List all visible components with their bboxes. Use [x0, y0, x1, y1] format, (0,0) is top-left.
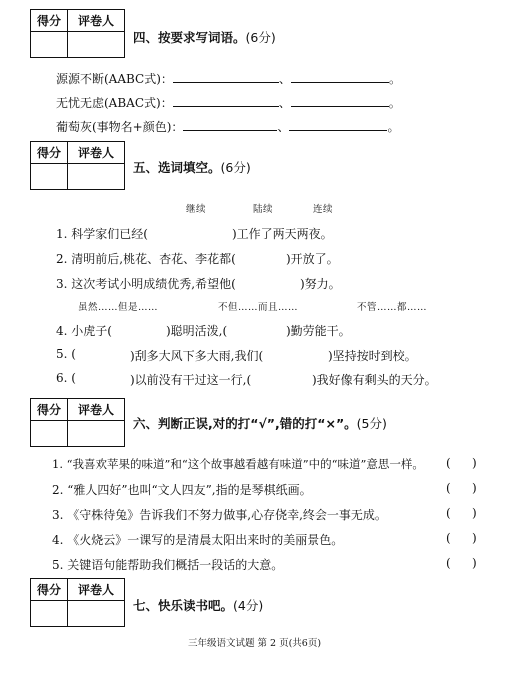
- answer-blank[interactable]: [173, 95, 279, 107]
- score-label: 得分: [31, 10, 68, 32]
- sec5-q6-c: )我好像有剩头的天分。: [312, 373, 437, 387]
- section5-points: (6分): [220, 160, 251, 175]
- section4-heading: [133, 28, 276, 46]
- grader-label: 评卷人: [68, 399, 124, 421]
- judge-item-3: 3. 《守株待兔》告诉我们不努力做事,心存侥幸,终会一事无成。: [52, 508, 387, 522]
- sec5-q2-b: )开放了。: [286, 252, 339, 266]
- score-label: 得分: [31, 142, 68, 164]
- answer-blank[interactable]: [183, 119, 277, 131]
- section5-heading: [133, 158, 251, 176]
- sec5-q4-b: )聪明活泼,(: [166, 324, 228, 338]
- judge-answer-1-close[interactable]: ): [472, 456, 477, 470]
- grader-cell[interactable]: [68, 32, 124, 57]
- score-box-7: [30, 578, 125, 627]
- section7-title: 七、快乐读书吧。: [133, 598, 234, 613]
- sec5-q1-a: 1. 科学家们已经(: [56, 227, 148, 241]
- judge-answer-3-close[interactable]: ): [472, 506, 477, 520]
- judge-item-4: 4. 《火烧云》一课写的是清晨太阳出来时的美丽景色。: [52, 533, 344, 547]
- sec5-q2-a: 2. 清明前后,桃花、杏花、李花都(: [56, 252, 236, 266]
- judge-item-1: 1. “我喜欢苹果的味道”和“这个故事越看越有味道”中的“味道”意思一样。: [52, 457, 424, 471]
- grader-cell[interactable]: [68, 164, 124, 189]
- score-box-6: [30, 398, 125, 447]
- grader-label: 评卷人: [68, 142, 124, 164]
- judge-answer-1-open[interactable]: (: [446, 456, 451, 470]
- sec5-q6-a: 6. (: [56, 371, 76, 385]
- judge-answer-2-close[interactable]: ): [472, 481, 477, 495]
- section4-title: 四、按要求写词语。: [133, 30, 246, 45]
- sec4-row-label: 葡萄灰(事物名+颜色)：: [56, 120, 184, 134]
- judge-answer-2-open[interactable]: (: [446, 481, 451, 495]
- word-choice-1: 继续: [186, 204, 207, 215]
- sec5-q5-a: 5. (: [56, 347, 76, 361]
- score-box-5: [30, 141, 125, 190]
- judge-answer-4-close[interactable]: ): [472, 531, 477, 545]
- judge-answer-4-open[interactable]: (: [446, 531, 451, 545]
- conj-choice-1: 虽然……但是……: [78, 302, 159, 313]
- section6-title: 六、判断正误,对的打“√”,错的打“×”。: [133, 416, 357, 431]
- conj-choice-3: 不管……都……: [357, 302, 428, 313]
- section6-heading: [133, 414, 387, 432]
- word-choice-3: 连续: [313, 204, 334, 215]
- section7-points: (4分): [233, 598, 264, 613]
- sec4-row-1: 源源不断(AABC式)： 、 。: [56, 72, 401, 86]
- answer-blank[interactable]: [173, 71, 279, 83]
- answer-blank[interactable]: [291, 95, 389, 107]
- section7-heading: [133, 596, 263, 614]
- word-choice-2: 陆续: [253, 204, 274, 215]
- grader-label: 评卷人: [68, 10, 124, 32]
- sec5-q5-b: )刮多大风下多大雨,我们(: [130, 349, 264, 363]
- answer-blank[interactable]: [291, 71, 389, 83]
- grader-cell[interactable]: [68, 421, 124, 446]
- sec5-q4-a: 4. 小虎子(: [56, 324, 112, 338]
- page-footer: 三年级语文试题 第 2 页(共6页): [188, 638, 322, 649]
- sec4-row-label: 无忧无虑(ABAC式)：: [56, 96, 173, 110]
- sec4-row-label: 源源不断(AABC式)：: [56, 72, 173, 86]
- grader-label: 评卷人: [68, 579, 124, 601]
- score-cell[interactable]: [31, 32, 68, 57]
- sec4-row-2: 无忧无虑(ABAC式)： 、 。: [56, 96, 401, 110]
- sec5-q6-b: )以前没有干过这一行,(: [130, 373, 252, 387]
- conj-choice-2: 不但……而且……: [218, 302, 299, 313]
- score-cell[interactable]: [31, 421, 68, 446]
- answer-blank[interactable]: [289, 119, 387, 131]
- section5-title: 五、选词填空。: [133, 160, 221, 175]
- score-cell[interactable]: [31, 164, 68, 189]
- sec5-q3-b: )努力。: [300, 277, 341, 291]
- judge-item-2: 2. “雅人四好”也叫“文人四友”,指的是琴棋纸画。: [52, 483, 312, 497]
- sec4-row-3: 葡萄灰(事物名+颜色)： 、 。: [56, 120, 400, 134]
- sec5-q5-c: )坚持按时到校。: [328, 349, 417, 363]
- section6-points: (5分): [356, 416, 387, 431]
- sec5-q4-c: )勤劳能干。: [286, 324, 351, 338]
- judge-answer-5-open[interactable]: (: [446, 556, 451, 570]
- score-cell[interactable]: [31, 601, 68, 626]
- grader-cell[interactable]: [68, 601, 124, 626]
- score-label: 得分: [31, 579, 68, 601]
- score-label: 得分: [31, 399, 68, 421]
- judge-answer-3-open[interactable]: (: [446, 506, 451, 520]
- judge-item-5: 5. 关键语句能帮助我们概括一段话的大意。: [52, 558, 284, 572]
- judge-answer-5-close[interactable]: ): [472, 556, 477, 570]
- section4-points: (6分): [245, 30, 276, 45]
- sec5-q3-a: 3. 这次考试小明成绩优秀,希望他(: [56, 277, 236, 291]
- score-box-4: [30, 9, 125, 58]
- sec5-q1-b: )工作了两天两夜。: [232, 227, 333, 241]
